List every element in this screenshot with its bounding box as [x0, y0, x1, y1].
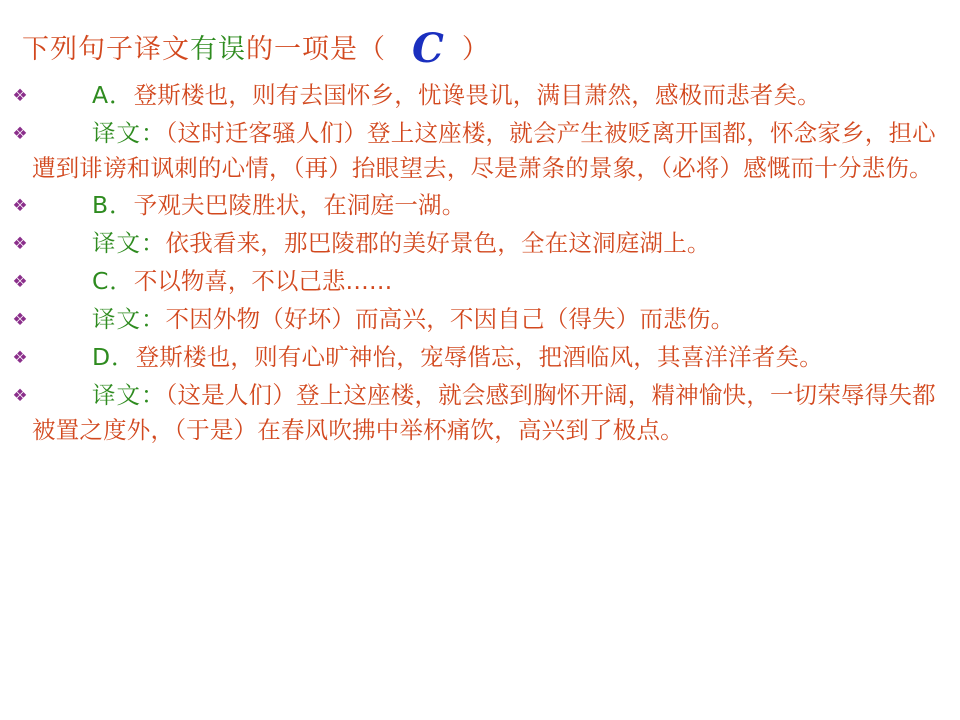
answer-letter: C — [412, 25, 444, 72]
item-label: B． — [92, 191, 134, 219]
diamond-bullet-icon: ❖ — [12, 234, 28, 254]
diamond-bullet-icon: ❖ — [12, 196, 28, 216]
item-label: 译文： — [92, 305, 166, 333]
item-body: （这时迁客骚人们）登上这座楼，就会产生被贬离开国都，怀念家乡，担心遭到诽谤和讽刺的心情，（再）抬眼望去，尽是萧条的景象，（必将）感慨而十分悲伤。 — [32, 119, 936, 182]
list-item — [8, 264, 952, 300]
list-item — [8, 188, 952, 224]
list-item-text — [32, 378, 952, 448]
list-item — [8, 378, 952, 448]
list-item-text — [32, 226, 952, 261]
diamond-bullet-icon: ❖ — [12, 348, 28, 368]
diamond-bullet-icon: ❖ — [12, 124, 28, 144]
title-part-highlight: 有误 — [190, 34, 246, 65]
answer-open-paren: （ — [358, 34, 386, 65]
list-item — [8, 78, 952, 114]
diamond-bullet-icon: ❖ — [12, 310, 28, 330]
item-label: 译文： — [92, 381, 166, 409]
list-item — [8, 116, 952, 186]
answer-close-paren: ） — [461, 34, 490, 65]
list-item-text — [32, 116, 952, 186]
item-label: 译文： — [92, 119, 166, 147]
title-part-3: 的一项是 — [246, 34, 358, 65]
diamond-bullet-icon: ❖ — [12, 86, 28, 106]
item-body: 登斯楼也，则有去国怀乡，忧谗畏讥，满目萧然，感极而悲者矣。 — [133, 81, 821, 109]
page-title — [22, 25, 942, 72]
item-label: D． — [92, 343, 136, 371]
item-label: 译文： — [92, 229, 166, 257]
bullet-list — [8, 78, 952, 450]
list-item-text — [32, 340, 952, 375]
list-item-text — [32, 78, 952, 113]
item-label: A． — [92, 81, 134, 109]
item-body: 登斯楼也，则有心旷神怡，宠辱偕忘，把酒临风，其喜洋洋者矣。 — [135, 343, 823, 371]
list-item — [8, 340, 952, 376]
list-item-text — [32, 302, 952, 337]
list-item — [8, 226, 952, 262]
item-body: 不以物喜，不以己悲…… — [133, 267, 393, 295]
diamond-bullet-icon: ❖ — [12, 386, 28, 406]
diamond-bullet-icon: ❖ — [12, 272, 28, 292]
item-label: C． — [92, 267, 134, 295]
item-body: 不因外物（好坏）而高兴，不因自己（得失）而悲伤。 — [165, 305, 735, 333]
item-body: （这是人们）登上这座楼，就会感到胸怀开阔，精神愉快，一切荣辱得失都被置之度外，（于是）在春风吹拂中举杯痛饮，高兴到了极点。 — [32, 381, 936, 444]
list-item-text — [32, 188, 952, 223]
item-body: 依我看来，那巴陵郡的美好景色，全在这洞庭湖上。 — [165, 229, 711, 257]
title-part-1: 下列句子译文 — [22, 34, 190, 65]
item-body: 予观夫巴陵胜状，在洞庭一湖。 — [133, 191, 466, 219]
list-item-text — [32, 264, 952, 299]
list-item — [8, 302, 952, 338]
